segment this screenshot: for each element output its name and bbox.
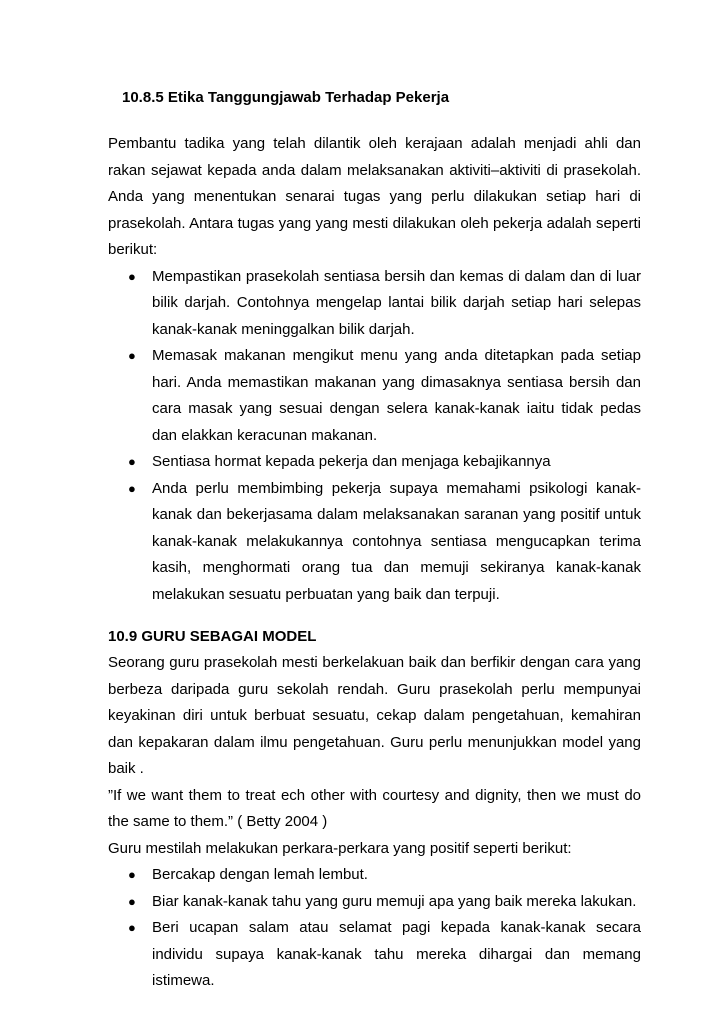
section-heading-guru-model: 10.9 GURU SEBAGAI MODEL <box>108 628 317 645</box>
quote-betty: ”If we want them to treat ech other with courtesy and dignity, then we must do the same to them.” ( Betty 2004 ) <box>108 786 641 830</box>
list-item: ● Bercakap dengan lemah lembut. <box>108 862 641 889</box>
list-tugas-pekerja <box>108 264 641 609</box>
bullet-icon: ● <box>128 920 136 935</box>
bullet-icon: ● <box>128 480 136 496</box>
bullet-icon: ● <box>128 454 136 469</box>
bullet-icon: ● <box>128 867 136 882</box>
paragraph-guru: Seorang guru prasekolah mesti berkelakuan baik dan berfikir dengan cara yang berbeza daripada guru sekolah rendah. Guru prasekolah perlu mempunyai keyakinan diri untuk berbuat sesuatu, cekap dalam pengetahuan, kemahiran dan kepakaran dalam ilmu pengetahuan. Guru perlu menunjukkan model yang baik . <box>108 654 641 777</box>
list-item: ● Anda perlu membimbing pekerja supaya memahami psikologi kanak-kanak dan bekerjasama dalam melaksanakan saranan yang positif untuk kanak-kanak melakukannya contohnya sentiasa mengucapkan terima kasih, menghormati orang tua dan memuji sekiranya kanak-kanak melakukan sesuatu perbuatan yang baik dan terpuji. <box>108 476 641 609</box>
bullet-icon: ● <box>128 893 136 909</box>
list-item: ● Mempastikan prasekolah sentiasa bersih dan kemas di dalam dan di luar bilik darjah. Contohnya mengelap lantai bilik darjah setiap hari selepas kanak-kanak meninggalkan bilik darjah. <box>108 264 641 344</box>
list-item: ● Memasak makanan mengikut menu yang anda ditetapkan pada setiap hari. Anda memastikan makanan yang dimasaknya sentiasa bersih dan cara masak yang sesuai dengan selera kanak-kanak iaitu tidak pedas dan elakkan keracunan makanan. <box>108 343 641 449</box>
paragraph-pembantu: Pembantu tadika yang telah dilantik oleh kerajaan adalah menjadi ahli dan rakan sejawat kepada anda dalam melaksanakan aktiviti–aktiviti di prasekolah. Anda yang menentukan senarai tugas yang perlu dilakukan setiap hari di prasekolah. Antara tugas yang yang mesti dilakukan oleh pekerja adalah seperti berikut: <box>108 135 641 258</box>
paragraph-intro: Guru mestilah melakukan perkara-perkara yang positif seperti berikut: <box>108 839 572 857</box>
list-perkara-positif <box>108 862 641 995</box>
document-page <box>108 85 641 995</box>
list-item: ● Beri ucapan salam atau selamat pagi kepada kanak-kanak secara individu supaya kanak-kanak tahu mereka dihargai dan memang istimewa. <box>108 915 641 995</box>
bullet-icon: ● <box>128 268 136 284</box>
section-heading-etika: 10.8.5 Etika Tanggungjawab Terhadap Pekerja <box>122 89 450 106</box>
list-item: ● Sentiasa hormat kepada pekerja dan menjaga kebajikannya <box>108 449 641 476</box>
bullet-icon: ● <box>128 348 136 363</box>
list-item: ● Biar kanak-kanak tahu yang guru memuji apa yang baik mereka lakukan. <box>108 889 641 916</box>
